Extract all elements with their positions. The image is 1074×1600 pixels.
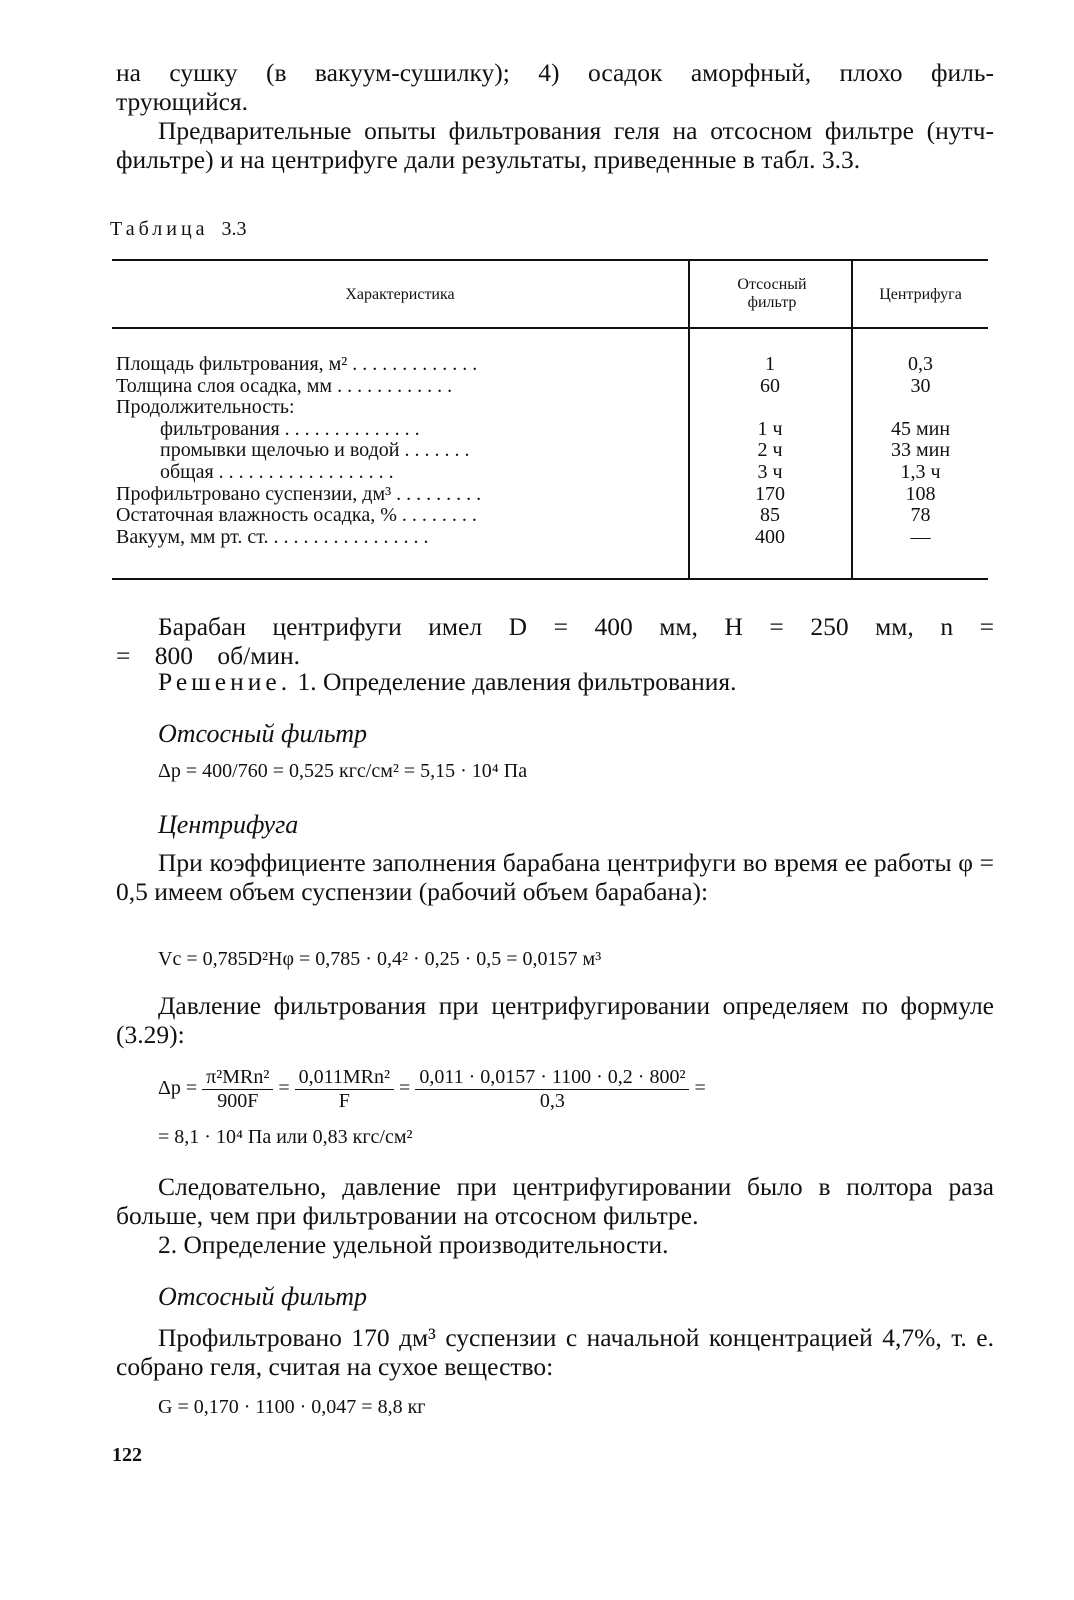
paragraph: Предварительные опыты фильтрования геля на отсосном фильтре (нутч-фильтре) и на центрифуге дали результаты, приведенные в табл. 3.3. xyxy=(116,116,994,174)
formula-equals: = xyxy=(278,1077,290,1100)
table-cell-label: Профильтровано суспензии, дм³ . . . . . . . . . xyxy=(116,482,482,505)
formula: Vс = 0,785D²Hφ = 0,785 · 0,4² · 0,25 · 0,5 = 0,0157 м³ xyxy=(158,948,602,970)
table-top-rule xyxy=(112,259,988,261)
table-header-rule xyxy=(112,327,988,329)
paragraph-line: на сушку (в вакуум-сушилку); 4) осадок аморфный, плохо филь- xyxy=(116,58,994,87)
fraction xyxy=(295,1066,394,1113)
header-filter: Отсосный фильтр xyxy=(737,276,807,311)
table-cell-centrifuge: 33 мин xyxy=(890,439,951,462)
paragraph: Следовательно, давление при центрифугировании было в полтора раза больше, чем при фильтровании на отсосном фильтре. xyxy=(116,1172,994,1230)
table-cell-centrifuge: 1,3 ч xyxy=(900,461,941,483)
table-bottom-rule xyxy=(112,578,988,580)
table-cell-label: Толщина слоя осадка, мм . . . . . . . . . . . . xyxy=(116,374,453,397)
table-cell-filter: 400 xyxy=(755,525,785,548)
table-cell-label: Продолжительность: xyxy=(116,396,295,419)
formula-result: = 8,1 · 10⁴ Па или 0,83 кгс/см² xyxy=(158,1126,413,1148)
section-heading: Отсосный фильтр xyxy=(158,719,368,748)
table-cell-filter: 3 ч xyxy=(757,461,783,483)
fraction xyxy=(415,1066,689,1113)
solution-heading xyxy=(158,667,736,696)
table-caption-number: 3.3 xyxy=(221,218,247,240)
fraction-numerator: 0,011MRn² xyxy=(295,1066,394,1090)
table-cell-filter: 170 xyxy=(755,482,785,505)
fraction xyxy=(202,1066,273,1113)
table-cell-centrifuge: 0,3 xyxy=(908,353,933,375)
formula-equals: = xyxy=(694,1077,706,1100)
table-cell-label: промывки щелочью и водой . . . . . . . xyxy=(160,439,470,462)
table-cell-centrifuge: 78 xyxy=(910,504,931,527)
page-number: 122 xyxy=(112,1444,142,1466)
fraction-denominator: 900F xyxy=(217,1090,259,1112)
fraction-denominator: 0,3 xyxy=(539,1090,565,1112)
section-heading: Отсосный фильтр xyxy=(158,1282,368,1311)
table-cell-centrifuge: — xyxy=(910,525,931,548)
table-cell-filter: 2 ч xyxy=(757,439,783,462)
fraction-numerator: π²MRn² xyxy=(202,1066,273,1090)
paragraph: Давление фильтрования при центрифугировании определяем по формуле (3.29): xyxy=(116,991,994,1049)
table-cell-filter: 60 xyxy=(760,374,780,397)
paragraph-line: трующийся. xyxy=(116,87,249,116)
formula-lhs: Δp = xyxy=(158,1077,198,1100)
fraction-numerator: 0,011 · 0,0157 · 1100 · 0,2 · 800² xyxy=(415,1066,689,1090)
table-cell-centrifuge: 108 xyxy=(905,482,936,505)
table-cell-label: Остаточная влажность осадка, % . . . . . . . . xyxy=(116,504,477,527)
table-cell-label: общая . . . . . . . . . . . . . . . . . . xyxy=(160,461,394,483)
table-caption-word: Таблица xyxy=(110,218,209,240)
paragraph-line: 2. Определение удельной производительности. xyxy=(158,1230,669,1259)
table-cell-label: фильтрования . . . . . . . . . . . . . . xyxy=(160,417,420,440)
paragraph: При коэффициенте заполнения барабана центрифуги во время ее работы φ = 0,5 имеем объем суспензии (рабочий объем барабана): xyxy=(116,848,994,906)
paragraph: Барабан центрифуги имел D = 400 мм, H = 250 мм, n = = 800 об/мин. xyxy=(116,612,994,670)
solution-text: 1. Определение давления фильтрования. xyxy=(297,667,737,696)
formula-equals: = xyxy=(399,1077,411,1100)
table-cell-label: Вакуум, мм рт. ст. . . . . . . . . . . . . . . . . xyxy=(116,525,429,548)
table-cell-filter: 1 ч xyxy=(757,417,783,440)
table-caption xyxy=(110,218,247,241)
table-cell-label: Площадь фильтрования, м² . . . . . . . . . . . . . xyxy=(116,353,478,375)
header-centrifuge: Центрифуга xyxy=(879,286,962,303)
table-cell-centrifuge: 30 xyxy=(910,374,931,397)
formula: Δp = 400/760 = 0,525 кгс/см² = 5,15 · 10⁴ Па xyxy=(158,760,528,782)
fraction-denominator: F xyxy=(338,1090,350,1112)
table-cell-centrifuge: 45 мин xyxy=(890,417,951,440)
solution-word: Решение. xyxy=(158,667,292,696)
header-characteristic: Характеристика xyxy=(345,286,455,303)
table-cell-filter: 1 xyxy=(765,353,775,375)
paragraph: Профильтровано 170 дм³ суспензии с начальной концентрацией 4,7%, т. е. собрано геля, считая на сухое вещество: xyxy=(116,1323,994,1381)
formula-fraction xyxy=(158,1066,706,1113)
table-cell-filter: 85 xyxy=(760,504,780,527)
section-heading: Центрифуга xyxy=(158,810,299,839)
formula: G = 0,170 · 1100 · 0,047 = 8,8 кг xyxy=(158,1396,426,1418)
